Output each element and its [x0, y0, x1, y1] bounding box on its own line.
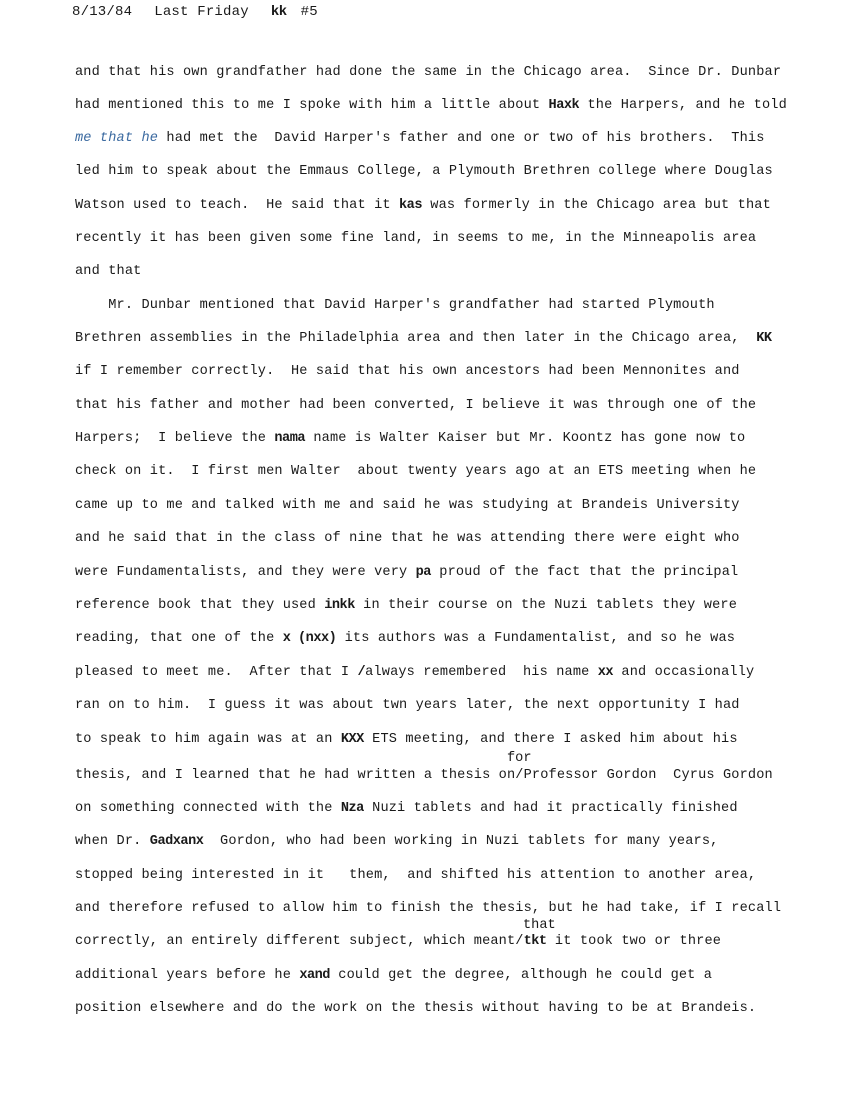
struck-out-text: pa: [415, 565, 431, 580]
text-line: [75, 298, 715, 314]
struck-out-text: xand: [299, 968, 330, 983]
text-run: Nuzi tablets and had it practically finished: [363, 801, 738, 816]
text-run: came up to me and talked with me and said he was studying at Brandeis University: [75, 498, 740, 513]
text-run: proud of the fact that the principal: [430, 565, 739, 580]
text-run: and therefore refused to allow him to finish the thesis, but he had take, if I recall: [75, 901, 782, 916]
struck-out-text: Gadxanx: [149, 834, 204, 849]
text-run: and occasionally: [613, 665, 755, 680]
header-title: Last Friday: [154, 4, 249, 20]
text-line: [75, 65, 781, 81]
struck-out-text: Nza: [340, 801, 364, 816]
text-line: [75, 1001, 756, 1017]
text-run: thesis, and I learned that he had written a thesis on/Professor Gordon Cyrus Gordon: [75, 768, 773, 783]
header-number: #5: [300, 4, 318, 20]
text-line: [75, 431, 745, 447]
text-run: in their course on the Nuzi tablets they were: [354, 598, 738, 613]
struck-out-text: /: [357, 665, 366, 680]
text-run: and he said that in the class of nine that he was attending there were eight who: [75, 531, 740, 546]
struck-out-text: inkk: [324, 598, 355, 613]
struck-out-text: tkt: [523, 934, 547, 949]
text-line: [75, 934, 721, 950]
text-line: [75, 698, 740, 714]
struck-out-text: nama: [274, 431, 306, 446]
text-line: [75, 801, 738, 817]
text-run: had met the David Harper's father and one or two of his brothers. This: [158, 131, 765, 146]
text-line: [75, 768, 773, 784]
struck-out-text: xx: [597, 665, 614, 680]
struck-out-text: kas: [399, 198, 422, 213]
text-run: were Fundamentalists, and they were very: [75, 565, 416, 580]
text-run: Gordon, who had been working in Nuzi tablets for many years,: [203, 834, 719, 849]
text-run: Brethren assemblies in the Philadelphia area and then later in the Chicago area,: [75, 331, 757, 346]
struck-out-text: Haxk: [548, 98, 580, 113]
header-mark: kk: [270, 4, 287, 20]
text-line: [75, 868, 756, 884]
text-run: check on it. I first men Walter about twenty years ago at an ETS meeting when he: [75, 464, 757, 479]
text-run: name is Walter Kaiser but Mr. Koontz has gone now to: [305, 431, 746, 446]
insertion-that: that: [523, 918, 556, 933]
struck-out-text: KXX: [340, 732, 364, 747]
text-run: that his father and mother had been converted, I believe it was through one of the: [75, 398, 757, 413]
text-line: [75, 498, 740, 514]
text-run: and that: [75, 264, 142, 279]
text-run: Watson used to teach. He said that it: [75, 198, 399, 213]
text-run: ETS meeting, and there I asked him about his: [363, 732, 738, 747]
handwritten-text: me that he: [75, 131, 159, 146]
text-line: [75, 164, 773, 180]
text-run: additional years before he: [75, 968, 300, 983]
text-line: [75, 565, 738, 581]
text-line: [75, 131, 765, 147]
struck-out-text: KK: [756, 331, 772, 346]
text-run: correctly, an entirely different subject, which meant/: [75, 934, 524, 949]
struck-out-text: x (nxx): [282, 631, 337, 646]
text-run: ran on to him. I guess it was about twn years later, the next opportunity I had: [75, 698, 740, 713]
text-line: [75, 98, 787, 114]
text-line: [75, 901, 781, 917]
text-run: to speak to him again was at an: [75, 732, 341, 747]
insertion-for: for: [507, 751, 532, 766]
text-line: [75, 364, 740, 380]
text-line: [75, 665, 754, 681]
text-run: pleased to meet me. After that I: [75, 665, 358, 680]
text-run: if I remember correctly. He said that his own ancestors had been Mennonites and: [75, 364, 740, 379]
text-line: [75, 531, 740, 547]
text-line: [75, 231, 756, 247]
text-line: [75, 464, 756, 480]
text-line: [75, 968, 712, 984]
text-run: recently it has been given some fine land, in seems to me, in the Minneapolis area: [75, 231, 757, 246]
text-run: the Harpers, and he told: [579, 98, 787, 113]
text-line: [75, 598, 737, 614]
text-run: its authors was a Fundamentalist, and so he was: [336, 631, 736, 646]
text-line: [75, 331, 772, 347]
text-run: Mr. Dunbar mentioned that David Harper's grandfather had started Plymouth: [75, 298, 715, 313]
text-run: stopped being interested in it them, and shifted his attention to another area,: [75, 868, 757, 883]
text-run: always remembered his name: [365, 665, 598, 680]
text-run: was formerly in the Chicago area but that: [421, 198, 771, 213]
text-line: [75, 198, 771, 214]
text-run: reference book that they used: [75, 598, 325, 613]
text-line: [75, 631, 735, 647]
text-run: reading, that one of the: [75, 631, 283, 646]
text-line: [75, 398, 756, 414]
text-run: could get the degree, although he could get a: [329, 968, 713, 983]
header-date: 8/13/84: [72, 4, 133, 20]
text-line: [75, 834, 718, 850]
text-line: [75, 264, 141, 280]
text-run: Harpers; I believe the: [75, 431, 275, 446]
text-run: had mentioned this to me I spoke with him a little about: [75, 98, 549, 113]
text-run: led him to speak about the Emmaus College, a Plymouth Brethren college where Douglas: [75, 164, 773, 179]
text-run: on something connected with the: [75, 801, 341, 816]
text-run: when Dr.: [75, 834, 150, 849]
text-line: [75, 732, 738, 748]
text-run: and that his own grandfather had done the same in the Chicago area. Since Dr. Dunbar: [75, 65, 782, 80]
text-run: it took two or three: [546, 934, 722, 949]
text-run: position elsewhere and do the work on the thesis without having to be at Brandeis.: [75, 1001, 757, 1016]
page-header: [72, 4, 340, 20]
